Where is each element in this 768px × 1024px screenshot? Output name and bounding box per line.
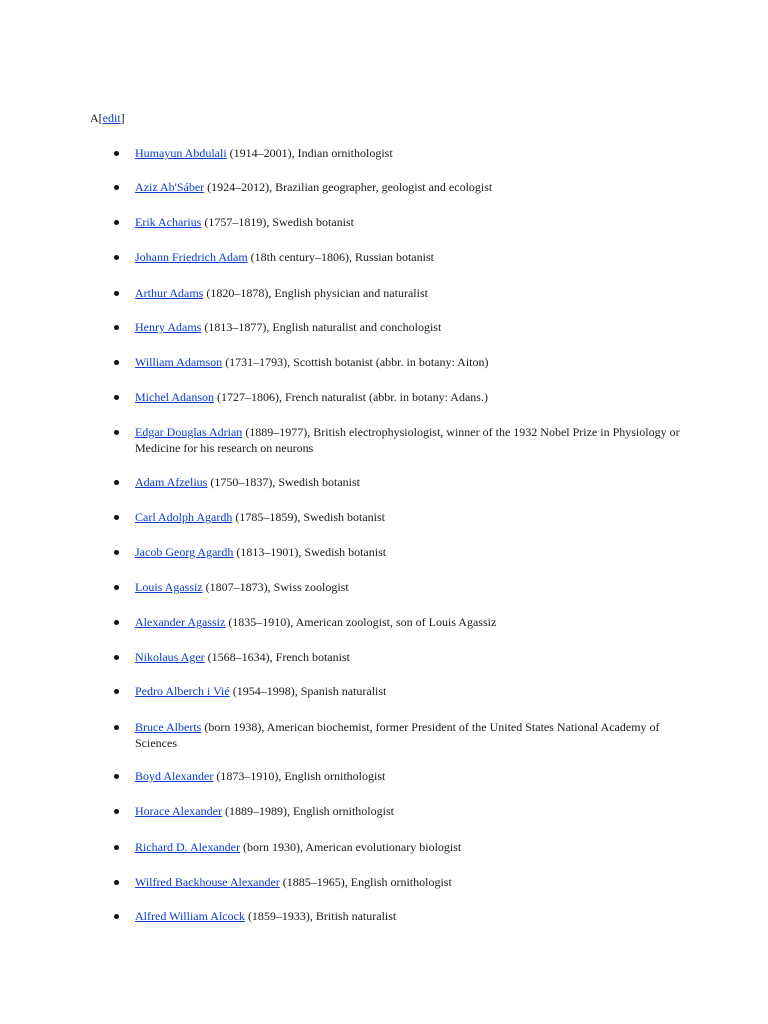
list-item (135, 509, 680, 525)
bullet-icon (114, 809, 119, 814)
bullet-icon (114, 325, 119, 330)
entry-name-link[interactable]: Wilfred Backhouse Alexander (135, 875, 280, 889)
bullet-icon (114, 689, 119, 694)
bracket-open: [ (98, 111, 103, 125)
entry-description: (1889–1989), English ornithologist (221, 804, 394, 818)
entry-name-link[interactable]: Erik Acharius (135, 215, 202, 229)
entry-description: (1885–1965), English ornithologist (279, 875, 452, 889)
entry-description: (1785–1859), Swedish botanist (232, 510, 385, 524)
entry-name-link[interactable]: Humayun Abdulali (135, 146, 227, 160)
bullet-icon (114, 220, 119, 225)
bullet-icon (114, 291, 119, 296)
bullet-icon (114, 550, 119, 555)
entry-description: (18th century–1806), Russian botanist (247, 250, 434, 264)
bullet-icon (114, 774, 119, 779)
list-item (135, 908, 680, 924)
list-item (135, 179, 680, 195)
list-item (135, 389, 680, 405)
bullet-icon (114, 430, 119, 435)
list-item (135, 424, 680, 456)
section-letter: A (90, 111, 99, 125)
list-item (135, 649, 680, 665)
list-item (135, 614, 680, 630)
entry-description: (1807–1873), Swiss zoologist (202, 580, 349, 594)
entry-description: (1813–1901), Swedish botanist (233, 545, 387, 559)
bullet-icon (114, 395, 119, 400)
entry-name-link[interactable]: Bruce Alberts (135, 720, 202, 734)
list-item (135, 803, 680, 819)
list-item (135, 474, 680, 490)
entry-name-link[interactable]: Adam Afzelius (135, 475, 208, 489)
entry-name-link[interactable]: Jacob Georg Agardh (135, 545, 234, 559)
entry-name-link[interactable]: William Adamson (135, 355, 223, 369)
entry-name-link[interactable]: Carl Adolph Agardh (135, 510, 233, 524)
entry-name-link[interactable]: Edgar Douglas Adrian (135, 425, 243, 439)
bullet-icon (114, 151, 119, 156)
bullet-icon (114, 620, 119, 625)
list-item (135, 579, 680, 595)
bullet-icon (114, 845, 119, 850)
entry-name-link[interactable]: Boyd Alexander (135, 769, 214, 783)
entry-description: (1757–1819), Swedish botanist (201, 215, 354, 229)
list-item (135, 354, 680, 370)
list-item (135, 839, 680, 855)
list-item (135, 683, 680, 699)
list-item (135, 214, 680, 230)
list-item (135, 145, 680, 161)
entry-description: (1914–2001), Indian ornithologist (226, 146, 393, 160)
entry-description: (1727–1806), French naturalist (abbr. in botany: Adans.) (214, 390, 488, 404)
list-item (135, 874, 680, 890)
bullet-icon (114, 655, 119, 660)
entry-description: (1954–1998), Spanish naturalist (229, 684, 387, 698)
bullet-icon (114, 185, 119, 190)
entry-name-link[interactable]: Arthur Adams (135, 286, 204, 300)
bullet-icon (114, 480, 119, 485)
bullet-icon (114, 255, 119, 260)
entry-description: (born 1930), American evolutionary biologist (239, 840, 462, 854)
bullet-icon (114, 515, 119, 520)
entry-name-link[interactable]: Alexander Agassiz (135, 615, 226, 629)
entry-description: (1731–1793), Scottish botanist (abbr. in botany: Aiton) (222, 355, 489, 369)
entry-description: (1873–1910), English ornithologist (213, 769, 386, 783)
list-item (135, 768, 680, 784)
bracket-close: ] (120, 111, 125, 125)
bullet-icon (114, 725, 119, 730)
entry-description: (1889–1977), British electrophysiologist, winner of the 1932 Nobel Prize in Physiology or Medicine for his research on neurons (135, 425, 680, 455)
entry-description: (1835–1910), American zoologist, son of Louis Agassiz (225, 615, 497, 629)
list-item (135, 544, 680, 560)
entry-description: (1813–1877), English naturalist and conchologist (201, 320, 442, 334)
entry-name-link[interactable]: Aziz Ab'Sáber (135, 180, 205, 194)
list-item (135, 285, 680, 301)
entry-name-link[interactable]: Pedro Alberch i Vié (135, 684, 230, 698)
section-heading (90, 110, 125, 126)
entry-description: (1750–1837), Swedish botanist (207, 475, 360, 489)
entry-description: (1820–1878), English physician and naturalist (203, 286, 428, 300)
entry-description: (1859–1933), British naturalist (244, 909, 397, 923)
entry-name-link[interactable]: Horace Alexander (135, 804, 222, 818)
entry-name-link[interactable]: Richard D. Alexander (135, 840, 240, 854)
entry-name-link[interactable]: Henry Adams (135, 320, 202, 334)
entry-name-link[interactable]: Michel Adanson (135, 390, 214, 404)
bullet-icon (114, 914, 119, 919)
entry-name-link[interactable]: Alfred William Alcock (135, 909, 245, 923)
entry-name-link[interactable]: Nikolaus Ager (135, 650, 205, 664)
bullet-icon (114, 585, 119, 590)
bullet-icon (114, 360, 119, 365)
entry-name-link[interactable]: Johann Friedrich Adam (135, 250, 248, 264)
edit-link[interactable]: edit (102, 111, 121, 125)
entry-description: (1924–2012), Brazilian geographer, geologist and ecologist (204, 180, 493, 194)
entry-description: (born 1938), American biochemist, former President of the United States National Academy of Sciences (135, 720, 660, 750)
entry-description: (1568–1634), French botanist (204, 650, 350, 664)
list-item (135, 719, 680, 751)
entry-name-link[interactable]: Louis Agassiz (135, 580, 203, 594)
list-item (135, 319, 680, 335)
bullet-icon (114, 880, 119, 885)
list-item (135, 249, 680, 265)
